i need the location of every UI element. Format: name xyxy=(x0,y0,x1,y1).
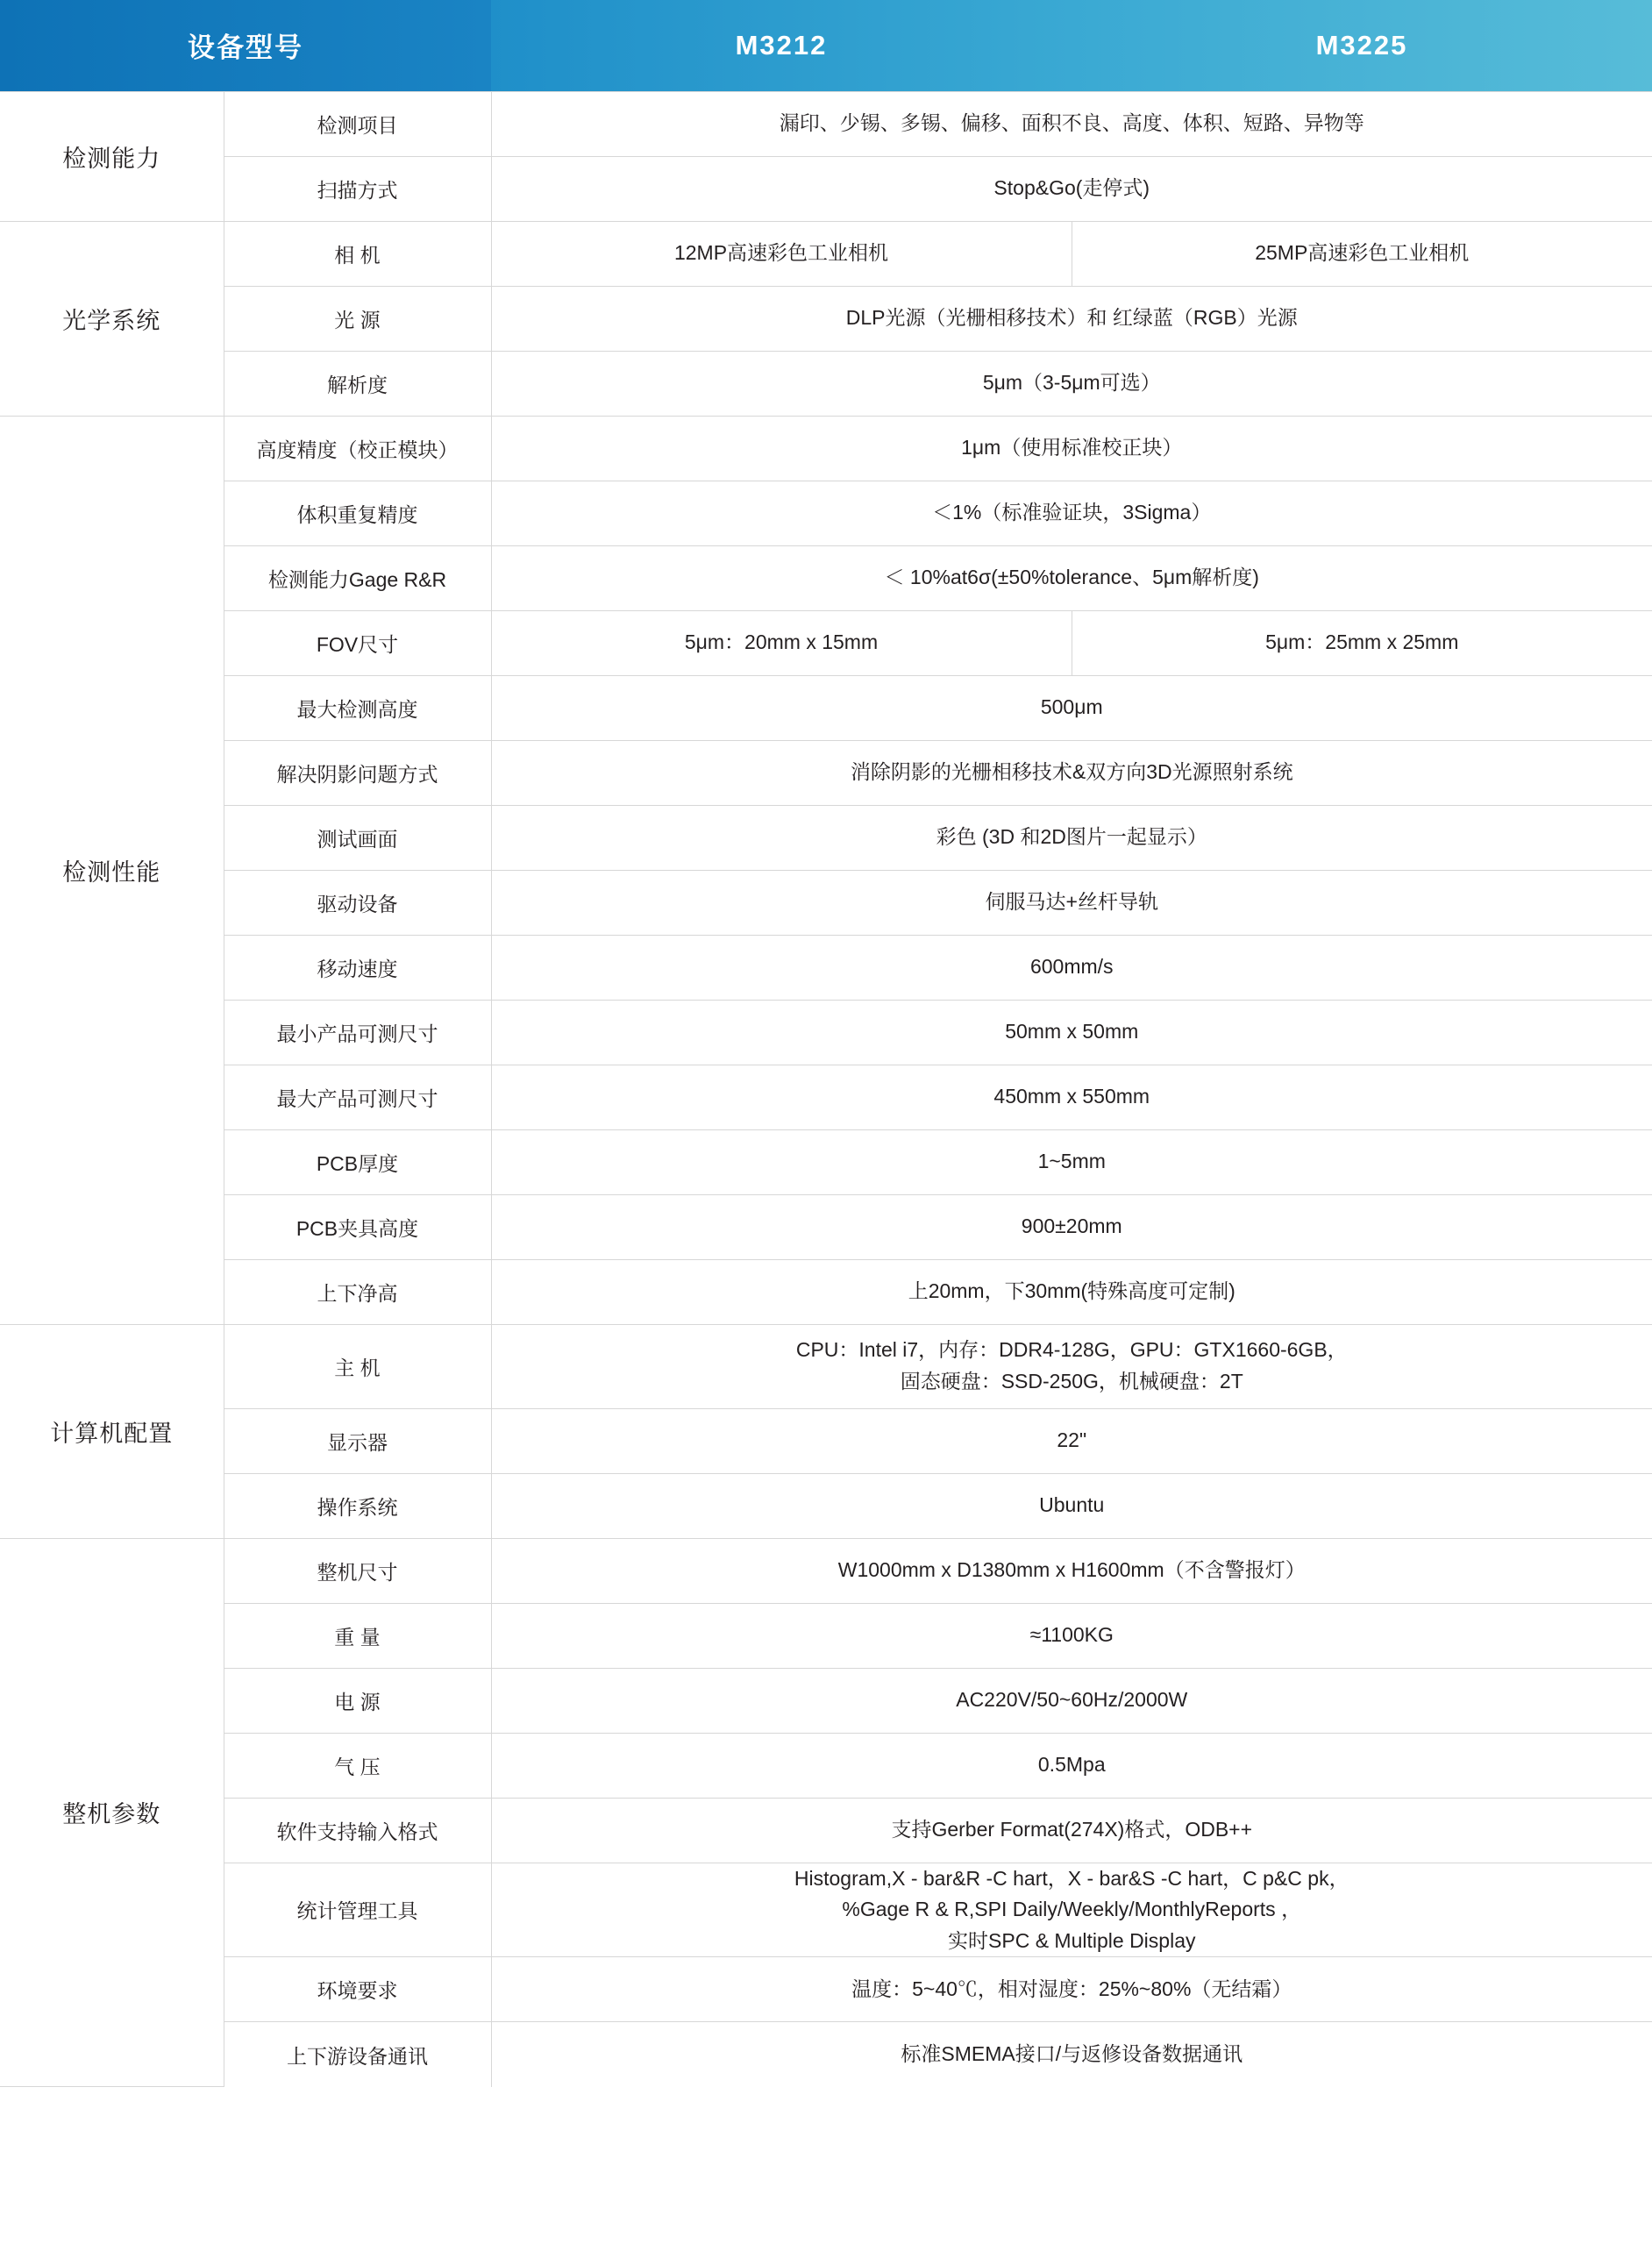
value-both-models: ≈1100KG xyxy=(491,1603,1652,1668)
item-label: 最小产品可测尺寸 xyxy=(224,1000,491,1065)
item-label: 体积重复精度 xyxy=(224,481,491,545)
item-label: 解析度 xyxy=(224,351,491,416)
table-row xyxy=(0,2022,1652,2087)
item-label: 上下净高 xyxy=(224,1259,491,1324)
value-both-models: 支持Gerber Format(274X)格式，ODB++ xyxy=(491,1798,1652,1863)
value-both-models: 彩色 (3D 和2D图片一起显示） xyxy=(491,805,1652,870)
item-label: 相 机 xyxy=(224,221,491,286)
item-label: PCB厚度 xyxy=(224,1129,491,1194)
table-row xyxy=(0,1408,1652,1473)
header-category: 设备型号 xyxy=(0,0,491,91)
table-row xyxy=(0,545,1652,610)
table-row xyxy=(0,1863,1652,1957)
table-row xyxy=(0,351,1652,416)
item-label: 软件支持输入格式 xyxy=(224,1798,491,1863)
value-m3212: 5μm：20mm x 15mm xyxy=(491,610,1072,675)
item-label: 环境要求 xyxy=(224,1957,491,2022)
item-label: 最大产品可测尺寸 xyxy=(224,1065,491,1129)
item-label: 气 压 xyxy=(224,1733,491,1798)
item-label: 解决阴影问题方式 xyxy=(224,740,491,805)
table-row xyxy=(0,91,1652,156)
table-row xyxy=(0,156,1652,221)
table-row xyxy=(0,1798,1652,1863)
item-label: 主 机 xyxy=(224,1324,491,1408)
item-label: 高度精度（校正模块） xyxy=(224,416,491,481)
table-row xyxy=(0,1603,1652,1668)
table-row xyxy=(0,221,1652,286)
group-label-4: 计算机配置 xyxy=(0,1324,224,1538)
value-both-models: 600mm/s xyxy=(491,935,1652,1000)
group-label-5: 整机参数 xyxy=(0,1538,224,2087)
table-row xyxy=(0,416,1652,481)
group-label-3: 检测性能 xyxy=(0,416,224,1324)
value-both-models: 900±20mm xyxy=(491,1194,1652,1259)
group-label-2: 光学系统 xyxy=(0,221,224,416)
table-row xyxy=(0,740,1652,805)
value-both-models: AC220V/50~60Hz/2000W xyxy=(491,1668,1652,1733)
value-m3225: 5μm：25mm x 25mm xyxy=(1072,610,1652,675)
value-both-models: 5μm（3-5μm可选） xyxy=(491,351,1652,416)
item-label: 重 量 xyxy=(224,1603,491,1668)
value-both-models: 标准SMEMA接口/与返修设备数据通讯 xyxy=(491,2022,1652,2087)
value-both-models: 450mm x 550mm xyxy=(491,1065,1652,1129)
item-label: 扫描方式 xyxy=(224,156,491,221)
header-model-m3225: M3225 xyxy=(1072,0,1652,91)
item-label: 移动速度 xyxy=(224,935,491,1000)
table-row xyxy=(0,1668,1652,1733)
table-row xyxy=(0,1473,1652,1538)
item-label: 检测能力Gage R&R xyxy=(224,545,491,610)
item-label: FOV尺寸 xyxy=(224,610,491,675)
item-label: 上下游设备通讯 xyxy=(224,2022,491,2087)
value-both-models: CPU：Intel i7，内存：DDR4-128G，GPU：GTX1660-6GB， 固态硬盘：SSD-250G，机械硬盘：2T xyxy=(491,1324,1652,1408)
item-label: PCB夹具高度 xyxy=(224,1194,491,1259)
item-label: 驱动设备 xyxy=(224,870,491,935)
value-both-models: 1μm（使用标准校正块） xyxy=(491,416,1652,481)
table-row xyxy=(0,805,1652,870)
table-row xyxy=(0,870,1652,935)
item-label: 整机尺寸 xyxy=(224,1538,491,1603)
value-both-models: 伺服马达+丝杆导轨 xyxy=(491,870,1652,935)
value-m3212: 12MP高速彩色工业相机 xyxy=(491,221,1072,286)
table-row xyxy=(0,1538,1652,1603)
value-both-models: 温度：5~40℃，相对湿度：25%~80%（无结霜） xyxy=(491,1957,1652,2022)
item-label: 电 源 xyxy=(224,1668,491,1733)
table-row xyxy=(0,1065,1652,1129)
header-model-m3212: M3212 xyxy=(491,0,1072,91)
item-label: 统计管理工具 xyxy=(224,1863,491,1957)
value-both-models: 漏印、少锡、多锡、偏移、面积不良、高度、体积、短路、异物等 xyxy=(491,91,1652,156)
table-body xyxy=(0,91,1652,2087)
item-label: 最大检测高度 xyxy=(224,675,491,740)
value-both-models: DLP光源（光栅相移技术）和 红绿蓝（RGB）光源 xyxy=(491,286,1652,351)
value-both-models: 消除阴影的光栅相移技术&双方向3D光源照射系统 xyxy=(491,740,1652,805)
value-both-models: ＜ 10%at6σ(±50%tolerance、5μm解析度) xyxy=(491,545,1652,610)
value-both-models: ＜1%（标准验证块，3Sigma） xyxy=(491,481,1652,545)
table-row xyxy=(0,286,1652,351)
header-row xyxy=(0,0,1652,91)
table-row xyxy=(0,481,1652,545)
value-both-models: Stop&Go(走停式) xyxy=(491,156,1652,221)
item-label: 显示器 xyxy=(224,1408,491,1473)
table-row xyxy=(0,610,1652,675)
table-row xyxy=(0,1129,1652,1194)
value-both-models: 1~5mm xyxy=(491,1129,1652,1194)
table-row xyxy=(0,1194,1652,1259)
table-row xyxy=(0,1000,1652,1065)
table-row xyxy=(0,1957,1652,2022)
table-header xyxy=(0,0,1652,91)
value-both-models: 上20mm，下30mm(特殊高度可定制) xyxy=(491,1259,1652,1324)
value-m3225: 25MP高速彩色工业相机 xyxy=(1072,221,1652,286)
value-both-models: 50mm x 50mm xyxy=(491,1000,1652,1065)
table-row xyxy=(0,1259,1652,1324)
value-both-models: 0.5Mpa xyxy=(491,1733,1652,1798)
value-both-models: 22" xyxy=(491,1408,1652,1473)
table-row xyxy=(0,1733,1652,1798)
item-label: 检测项目 xyxy=(224,91,491,156)
value-both-models: 500μm xyxy=(491,675,1652,740)
value-both-models: W1000mm x D1380mm x H1600mm（不含警报灯） xyxy=(491,1538,1652,1603)
value-both-models: Ubuntu xyxy=(491,1473,1652,1538)
table-row xyxy=(0,675,1652,740)
table-row xyxy=(0,1324,1652,1408)
group-label-1: 检测能力 xyxy=(0,91,224,221)
item-label: 操作系统 xyxy=(224,1473,491,1538)
value-both-models: Histogram,X - bar&R -C hart，X - bar&S -C hart，C p&C pk， %Gage R & R,SPI Daily/Weekly/MonthlyReports ， 实时SPC & Multiple Display xyxy=(491,1863,1652,1957)
item-label: 光 源 xyxy=(224,286,491,351)
table-row xyxy=(0,935,1652,1000)
item-label: 测试画面 xyxy=(224,805,491,870)
